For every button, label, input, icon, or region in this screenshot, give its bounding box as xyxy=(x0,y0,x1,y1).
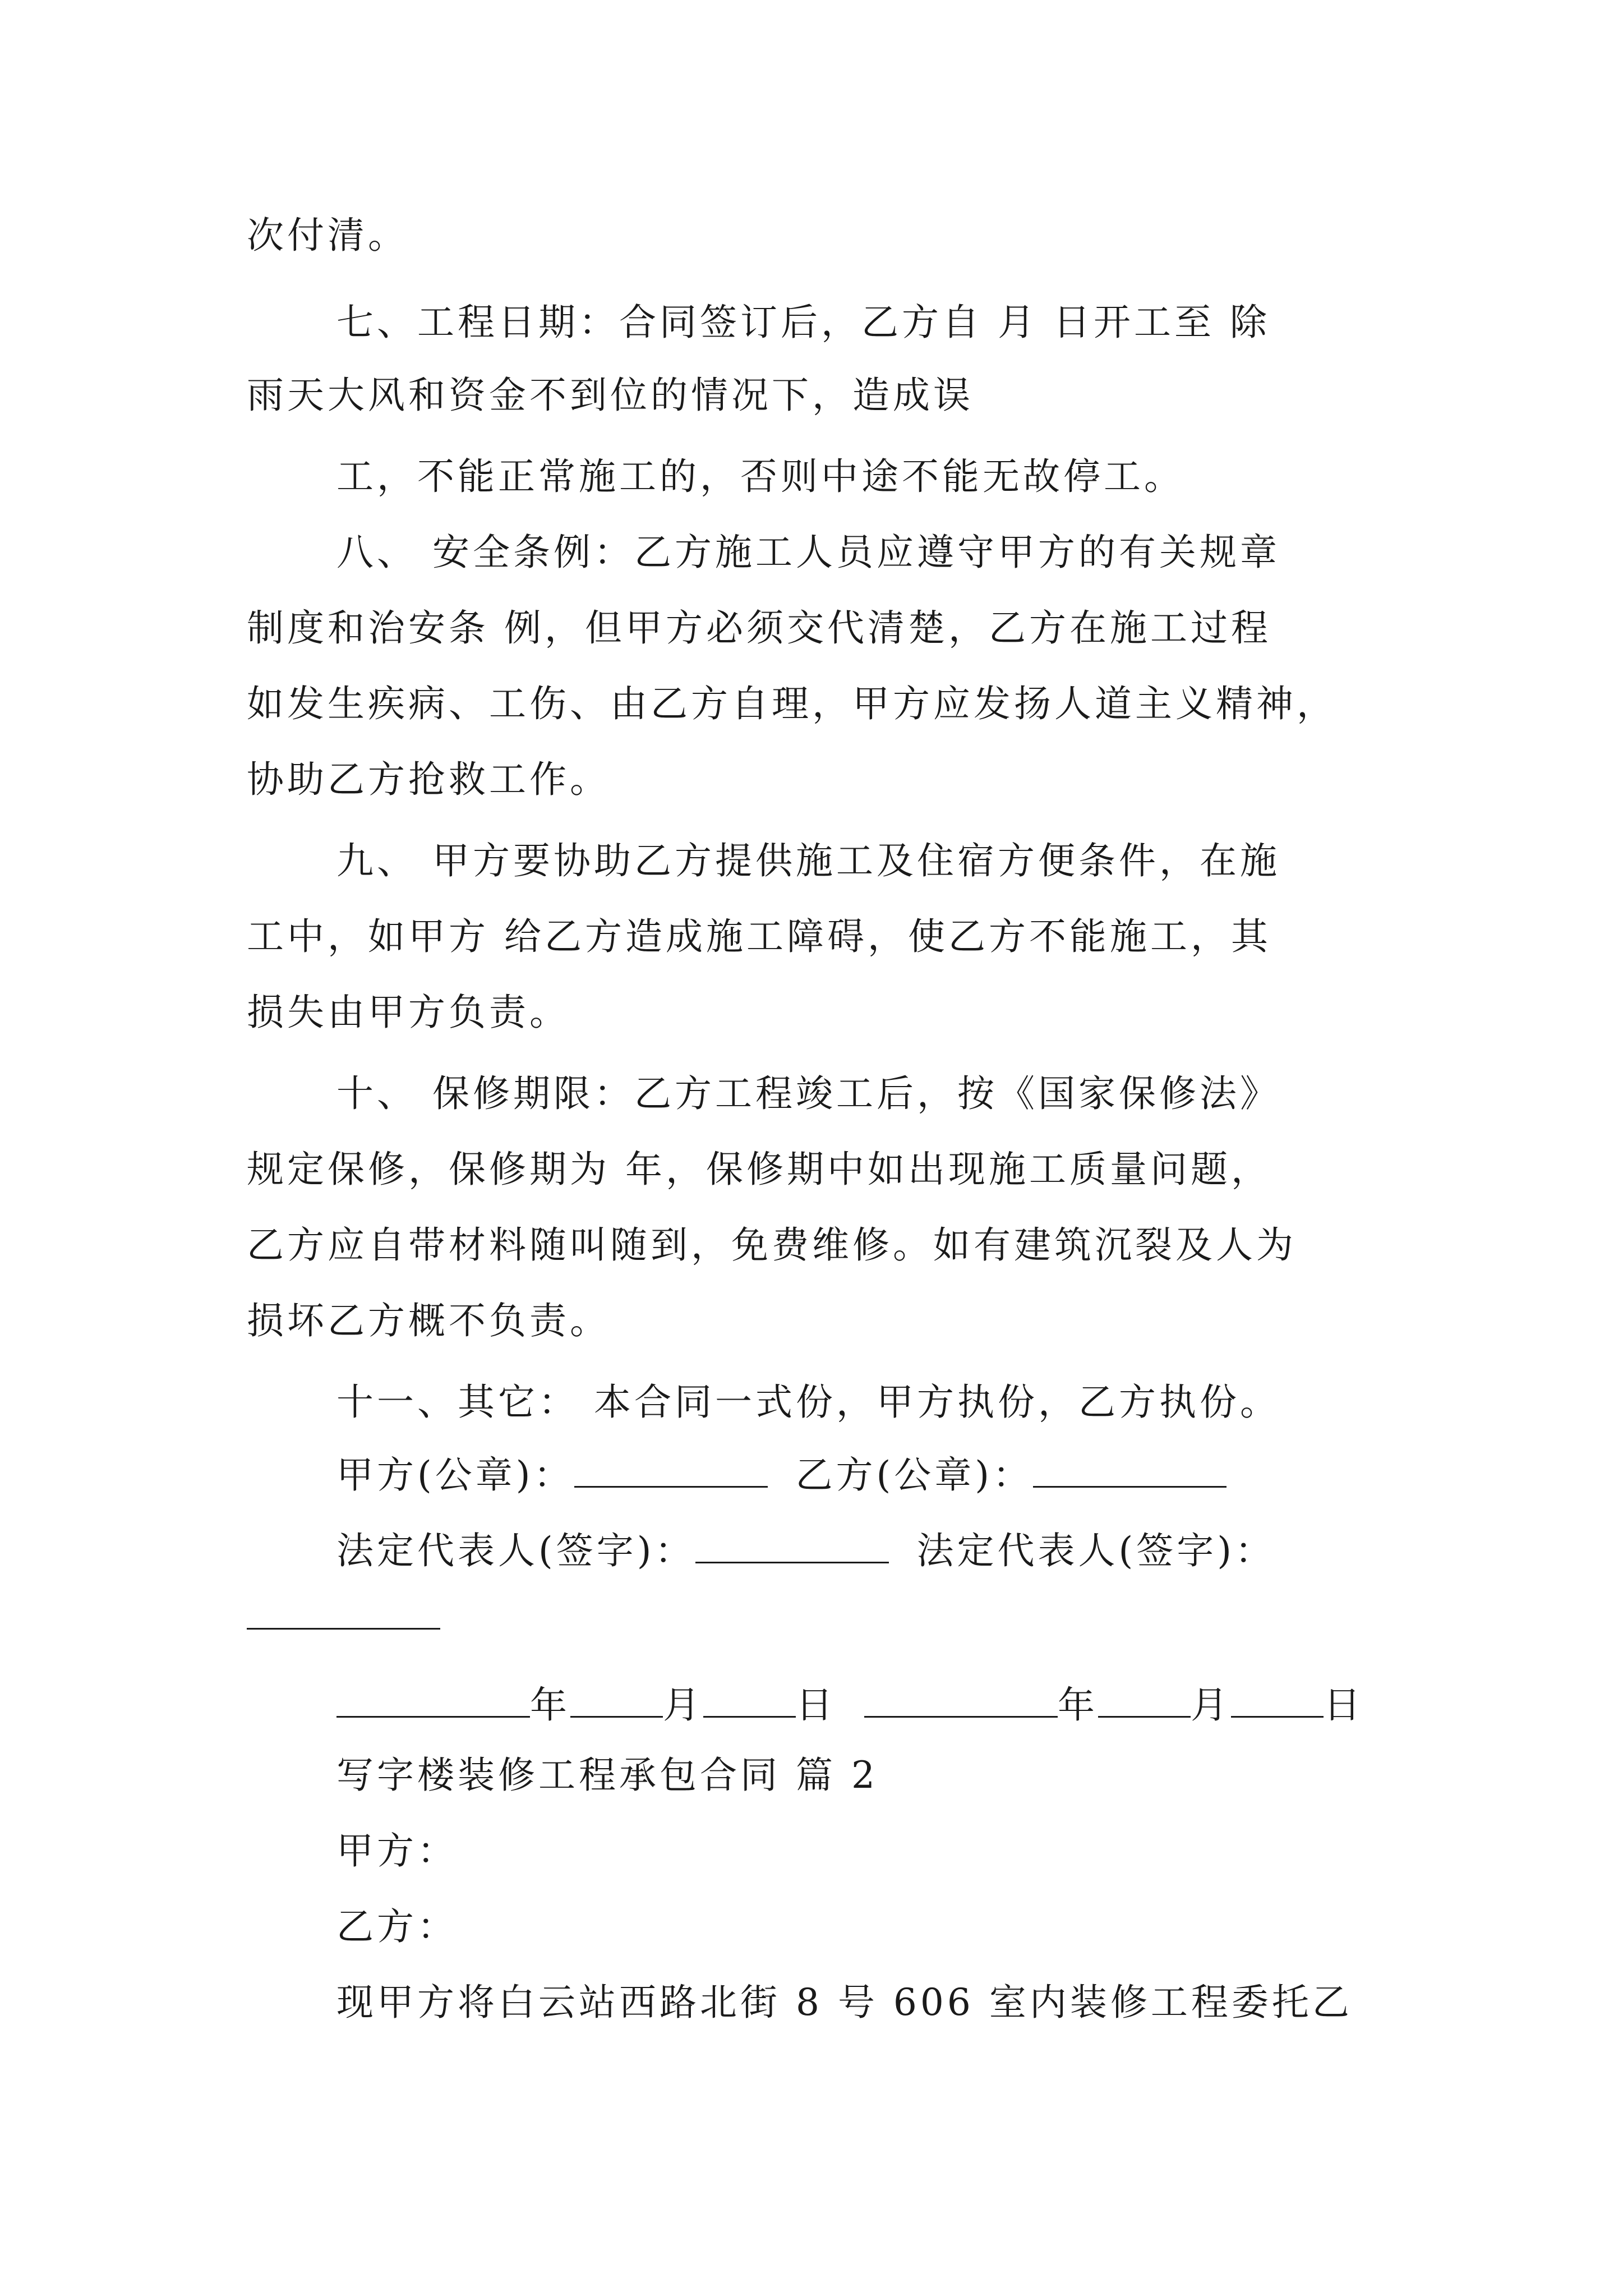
clause-7-line-3: 工，不能正常施工的，否则中途不能无故停工。 xyxy=(336,455,1184,498)
day-a-label: 日 xyxy=(796,1683,836,1727)
month-b-label: 月 xyxy=(1191,1683,1231,1727)
section-2-party-b: 乙方： xyxy=(336,1905,458,1948)
day-a-blank xyxy=(703,1710,796,1718)
section-2-title: 写字楼装修工程承包合同 篇 2 xyxy=(336,1754,878,1797)
party-a-seal-label: 甲方(公章)： xyxy=(336,1453,574,1497)
seal-row xyxy=(336,1450,1227,1501)
clause-8-line-4: 协助乙方抢救工作。 xyxy=(247,758,610,801)
clause-10-line-4: 损坏乙方概不负责。 xyxy=(247,1299,610,1342)
month-a-blank xyxy=(570,1710,663,1718)
clause-10-line-3: 乙方应自带材料随叫随到，免费维修。如有建筑沉裂及人为 xyxy=(247,1223,1297,1267)
clause-8-line-2: 制度和治安条 例，但甲方必须交代清楚，乙方在施工过程 xyxy=(247,606,1271,650)
year-b-blank xyxy=(864,1710,1058,1718)
clause-9-line-1: 九、 甲方要协助乙方提供施工及住宿方便条件，在施 xyxy=(336,839,1280,882)
section-2-intro: 现甲方将白云站西路北街 8 号 606 室内装修工程委托乙 xyxy=(336,1981,1353,2024)
legal-rep-b-blank xyxy=(247,1628,440,1630)
clause-7-line-1: 七、工程日期：合同签订后，乙方自 月 日开工至 除 xyxy=(336,301,1270,344)
clause-8-line-3: 如发生疾病、工伤、由乙方自理，甲方应发扬人道主义精神， xyxy=(247,682,1337,725)
party-b-seal-label: 乙方(公章)： xyxy=(795,1453,1033,1497)
clause-9-line-2: 工中，如甲方 给乙方造成施工障碍，使乙方不能施工，其 xyxy=(247,915,1271,958)
clause-8-line-1: 八、 安全条例：乙方施工人员应遵守甲方的有关规章 xyxy=(336,531,1280,574)
legal-rep-b-label: 法定代表人(签字)： xyxy=(916,1529,1275,1572)
text-line: 次付清。 xyxy=(247,214,408,257)
year-a-blank xyxy=(336,1710,530,1718)
year-a-label: 年 xyxy=(530,1683,570,1727)
month-b-blank xyxy=(1098,1710,1191,1718)
legal-rep-a-label: 法定代表人(签字)： xyxy=(336,1529,695,1572)
party-b-seal-blank xyxy=(1033,1480,1227,1488)
date-row xyxy=(336,1680,1364,1731)
clause-10-line-2: 规定保修，保修期为 年，保修期中如出现施工质量问题， xyxy=(247,1148,1271,1191)
clause-7-line-2: 雨天大风和资金不到位的情况下，造成误 xyxy=(247,374,974,417)
day-b-blank xyxy=(1231,1710,1324,1718)
section-2-party-a: 甲方： xyxy=(336,1829,458,1872)
legal-rep-a-blank xyxy=(695,1556,889,1563)
legal-rep-row xyxy=(336,1526,1275,1576)
month-a-label: 月 xyxy=(663,1683,703,1727)
clause-9-line-3: 损失由甲方负责。 xyxy=(247,991,570,1034)
year-b-label: 年 xyxy=(1058,1683,1098,1727)
clause-10-line-1: 十、 保修期限：乙方工程竣工后，按《国家保修法》 xyxy=(336,1072,1280,1115)
party-a-seal-blank xyxy=(574,1480,768,1488)
clause-11-line: 十一、其它： 本合同一式份，甲方执份，乙方执份。 xyxy=(336,1381,1280,1424)
day-b-label: 日 xyxy=(1324,1683,1364,1727)
